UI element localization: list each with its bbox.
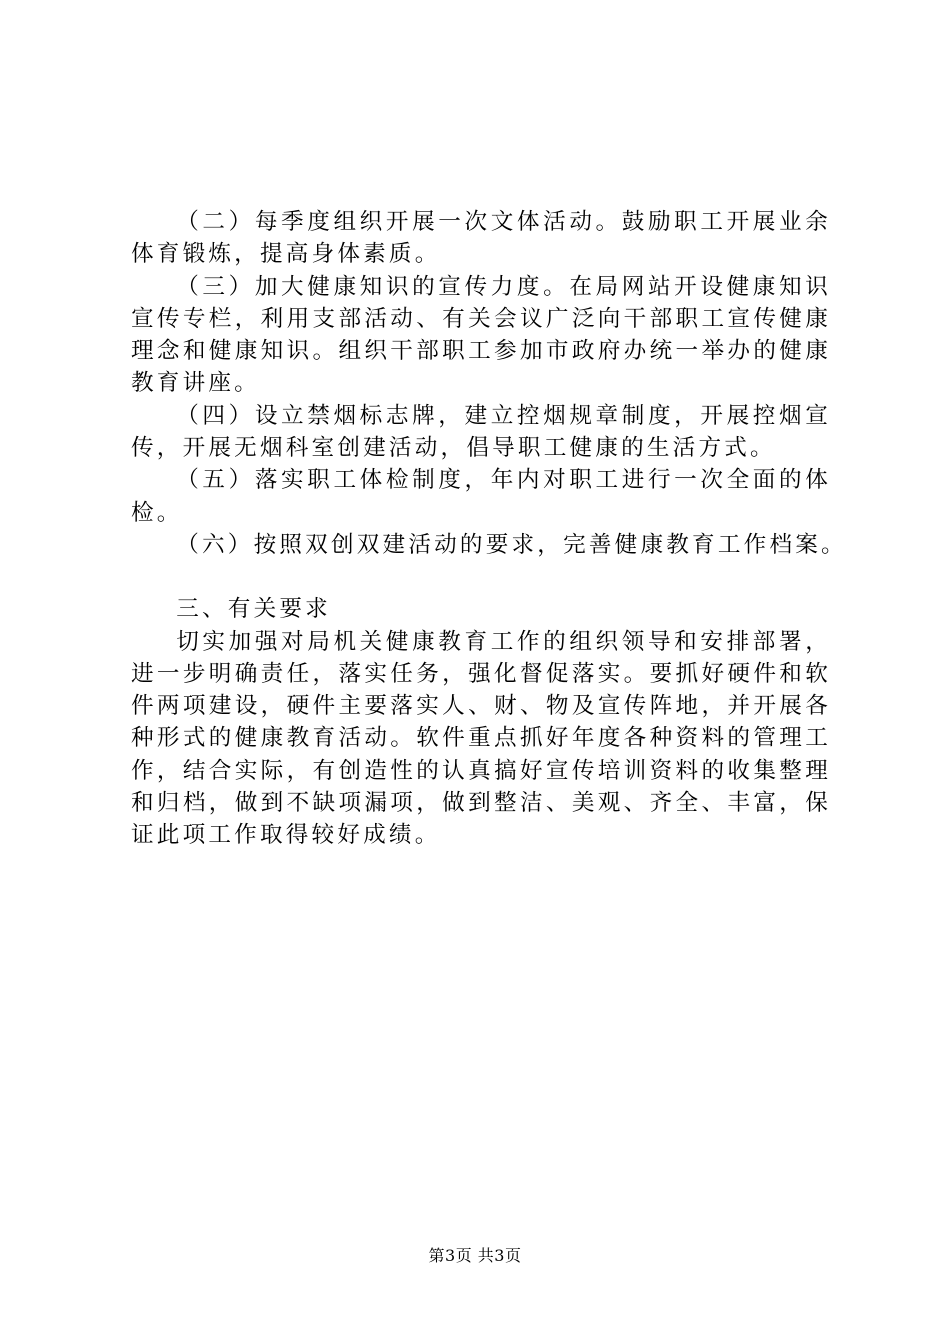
section-paragraph: 切实加强对局机关健康教育工作的组织领导和安排部署，进一步明确责任，落实任务，强化督促落实。要抓好硬件和软件两项建设，硬件主要落实人、财、物及宣传阵地，并开展各种形式的健康教育活动。软件重点抓好年度各种资料的管理工作，结合实际，有创造性的认真搞好宣传培训资料的收集整理和归档，做到不缺项漏项，做到整洁、美观、齐全、丰富，保证此项工作取得较好成绩。	[131, 628, 831, 849]
paragraph-item-4: （四）设立禁烟标志牌，建立控烟规章制度，开展控烟宣传，开展无烟科室创建活动，倡导职工健康的生活方式。	[131, 402, 831, 462]
section-heading: 三、有关要求	[176, 596, 331, 623]
document-body	[131, 206, 847, 852]
paragraph-item-5: （五）落实职工体检制度，年内对职工进行一次全面的体检。	[131, 467, 831, 526]
section-spacer	[131, 561, 831, 593]
paragraph-item-6: （六）按照双创双建活动的要求，完善健康教育工作档案。	[176, 531, 847, 558]
paragraph-item-2: （二）每季度组织开展一次文体活动。鼓励职工开展业余体育锻炼，提高身体素质。	[131, 209, 831, 268]
page-footer: 第3页 共3页	[428, 1246, 522, 1265]
paragraph-item-3: （三）加大健康知识的宣传力度。在局网站开设健康知识宣传专栏，利用支部活动、有关会议广泛向干部职工宣传健康理念和健康知识。组织干部职工参加市政府办统一举办的健康教育讲座。	[131, 273, 831, 397]
